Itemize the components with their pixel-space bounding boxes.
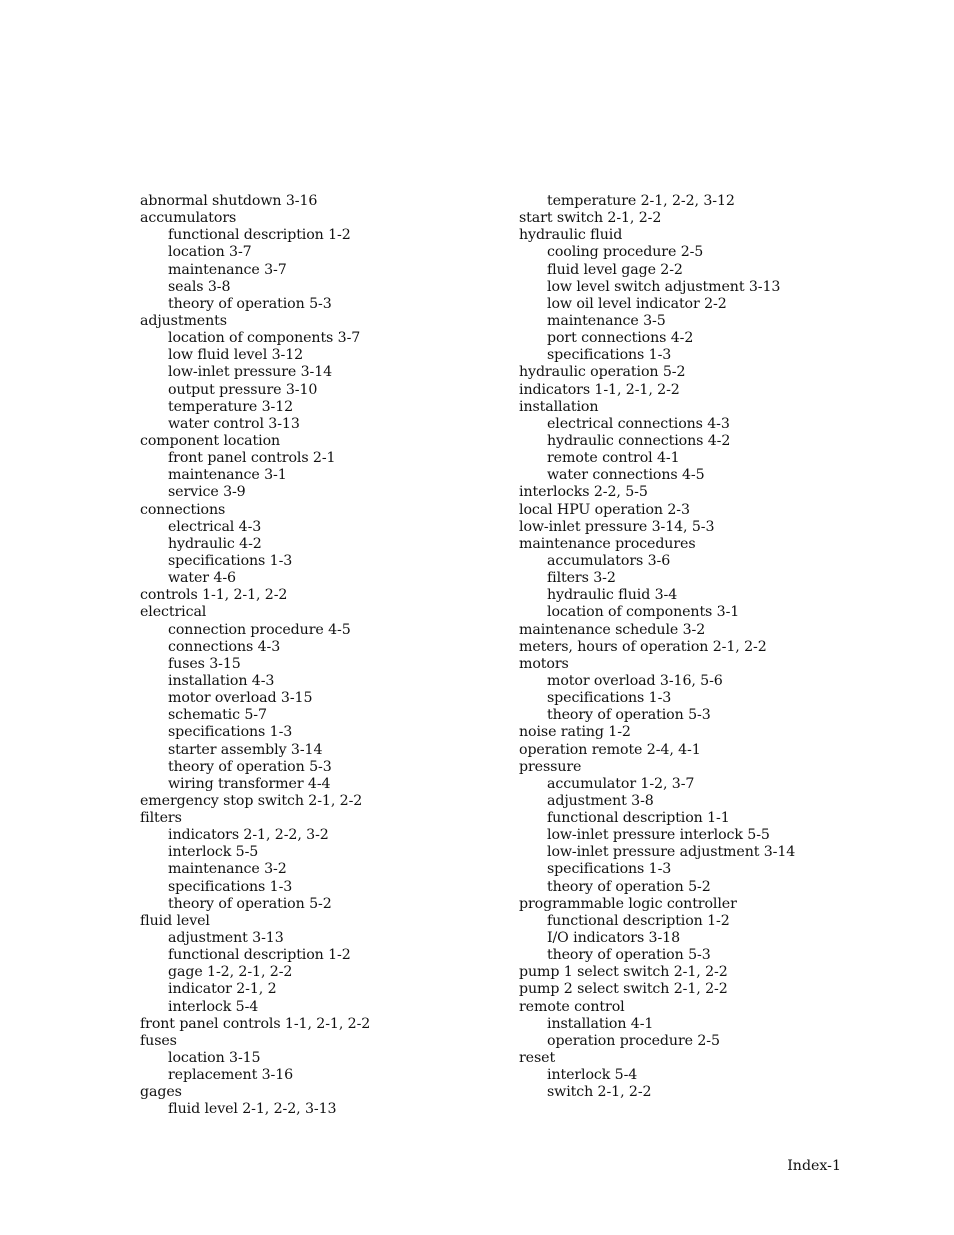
index-entry: pump 2 select switch 2-1, 2-2: [519, 981, 728, 998]
index-entry: maintenance procedures: [519, 535, 696, 552]
index-subentry: water connections 4-5: [547, 467, 705, 484]
index-entry: fuses: [140, 1032, 177, 1049]
index-subentry: seals 3-8: [168, 278, 231, 295]
index-subentry: temperature 2-1, 2-2, 3-12: [547, 193, 735, 209]
index-subentry: switch 2-1, 2-2: [547, 1084, 652, 1101]
index-subentry: service 3-9: [168, 484, 246, 501]
index-subentry: hydraulic fluid 3-4: [547, 587, 678, 604]
index-subentry: accumulators 3-6: [547, 552, 671, 569]
index-subentry: low-inlet pressure interlock 5-5: [547, 827, 770, 844]
index-subentry: location 3-15: [168, 1050, 261, 1067]
index-subentry: theory of operation 5-3: [168, 295, 332, 312]
index-entry: pressure: [519, 758, 582, 775]
index-subentry: starter assembly 3-14: [168, 741, 323, 758]
index-subentry: installation 4-1: [547, 1015, 654, 1032]
index-entry: local HPU operation 2-3: [519, 501, 690, 518]
index-entry: component location: [140, 432, 281, 449]
index-subentry: filters 3-2: [547, 570, 616, 587]
index-entry: operation remote 2-4, 4-1: [519, 741, 701, 758]
index-subentry: specifications 1-3: [168, 552, 293, 569]
index-subentry: gage 1-2, 2-1, 2-2: [168, 964, 293, 981]
index-subentry: water control 3-13: [168, 415, 300, 432]
index-subentry: specifications 1-3: [168, 878, 293, 895]
index-subentry: motor overload 3-15: [168, 690, 313, 707]
index-subentry: accumulator 1-2, 3-7: [547, 775, 695, 792]
index-subentry: low-inlet pressure 3-14: [168, 364, 333, 381]
index-subentry: motor overload 3-16, 5-6: [547, 672, 723, 689]
index-entry: meters, hours of operation 2-1, 2-2: [519, 638, 767, 655]
index-subentry: indicator 2-1, 2: [168, 981, 277, 998]
index-entry: noise rating 1-2: [519, 724, 631, 741]
index-subentry: fuses 3-15: [168, 655, 241, 672]
index-entry: motors: [519, 655, 569, 672]
index-entry: gages: [140, 1084, 182, 1101]
index-subentry: location 3-7: [168, 244, 252, 261]
index-subentry: interlock 5-5: [168, 844, 259, 861]
index-subentry: specifications 1-3: [547, 347, 672, 364]
index-entry: hydraulic fluid: [519, 227, 623, 244]
index-subentry: maintenance 3-1: [168, 467, 287, 484]
index-subentry: location of components 3-7: [168, 330, 361, 347]
index-subentry: theory of operation 5-3: [168, 758, 332, 775]
index-entry: controls 1-1, 2-1, 2-2: [140, 587, 288, 604]
index-entry: programmable logic controller: [519, 895, 737, 912]
index-subentry: hydraulic 4-2: [168, 535, 262, 552]
index-column-left: [140, 193, 500, 1119]
index-entry: fluid level: [140, 912, 210, 929]
page-number: Index-1: [787, 1158, 841, 1174]
index-subentry: electrical connections 4-3: [547, 415, 730, 432]
index-subentry: theory of operation 5-3: [547, 947, 711, 964]
index-subentry: fluid level gage 2-2: [547, 261, 683, 278]
index-subentry: I/O indicators 3-18: [547, 930, 681, 947]
index-subentry: low fluid level 3-12: [168, 347, 304, 364]
index-subentry: interlock 5-4: [168, 998, 259, 1015]
index-entry: maintenance schedule 3-2: [519, 621, 706, 638]
index-subentry: schematic 5-7: [168, 707, 267, 724]
index-subentry: adjustment 3-13: [168, 930, 284, 947]
index-subentry: theory of operation 5-2: [547, 878, 711, 895]
index-entry: filters: [140, 810, 182, 827]
index-subentry: operation procedure 2-5: [547, 1032, 720, 1049]
index-entry: emergency stop switch 2-1, 2-2: [140, 792, 363, 809]
index-subentry: adjustment 3-8: [547, 792, 654, 809]
index-subentry: specifications 1-3: [168, 724, 293, 741]
index-entry: adjustments: [140, 312, 227, 329]
index-subentry: replacement 3-16: [168, 1067, 294, 1084]
index-subentry: theory of operation 5-2: [168, 895, 332, 912]
index-entry: pump 1 select switch 2-1, 2-2: [519, 964, 728, 981]
index-subentry: functional description 1-2: [168, 947, 351, 964]
index-subentry: low level switch adjustment 3-13: [547, 278, 781, 295]
index-subentry: specifications 1-3: [547, 861, 672, 878]
index-entry: front panel controls 1-1, 2-1, 2-2: [140, 1015, 371, 1032]
index-subentry: indicators 2-1, 2-2, 3-2: [168, 827, 329, 844]
index-subentry: front panel controls 2-1: [168, 450, 336, 467]
index-subentry: output pressure 3-10: [168, 381, 318, 398]
index-entry: interlocks 2-2, 5-5: [519, 484, 648, 501]
index-subentry: temperature 3-12: [168, 398, 294, 415]
index-subentry: maintenance 3-5: [547, 312, 666, 329]
index-subentry: low oil level indicator 2-2: [547, 295, 727, 312]
index-subentry: functional description 1-1: [547, 810, 730, 827]
index-subentry: maintenance 3-2: [168, 861, 287, 878]
index-subentry: functional description 1-2: [547, 912, 730, 929]
index-subentry: installation 4-3: [168, 672, 275, 689]
index-entry: hydraulic operation 5-2: [519, 364, 686, 381]
index-subentry: wiring transformer 4-4: [168, 775, 331, 792]
index-subentry: specifications 1-3: [547, 690, 672, 707]
index-column-right: [519, 193, 879, 1101]
index-subentry: hydraulic connections 4-2: [547, 432, 731, 449]
index-entry: installation: [519, 398, 599, 415]
index-subentry: low-inlet pressure adjustment 3-14: [547, 844, 796, 861]
index-entry: remote control: [519, 998, 625, 1015]
index-entry: accumulators: [140, 210, 237, 227]
index-entry: electrical: [140, 604, 207, 621]
index-subentry: functional description 1-2: [168, 227, 351, 244]
index-entry: connections: [140, 501, 226, 518]
index-subentry: cooling procedure 2-5: [547, 244, 704, 261]
index-entry: start switch 2-1, 2-2: [519, 210, 662, 227]
index-subentry: electrical 4-3: [168, 518, 262, 535]
index-subentry: connections 4-3: [168, 638, 281, 655]
index-subentry: water 4-6: [168, 570, 236, 587]
index-subentry: port connections 4-2: [547, 330, 694, 347]
index-subentry: remote control 4-1: [547, 450, 680, 467]
index-subentry: connection procedure 4-5: [168, 621, 351, 638]
index-subentry: location of components 3-1: [547, 604, 740, 621]
index-entry: abnormal shutdown 3-16: [140, 193, 318, 209]
index-subentry: theory of operation 5-3: [547, 707, 711, 724]
index-subentry: interlock 5-4: [547, 1067, 638, 1084]
index-entry: reset: [519, 1050, 556, 1067]
index-subentry: maintenance 3-7: [168, 261, 287, 278]
index-entry: indicators 1-1, 2-1, 2-2: [519, 381, 680, 398]
index-subentry: fluid level 2-1, 2-2, 3-13: [168, 1101, 337, 1118]
index-entry: low-inlet pressure 3-14, 5-3: [519, 518, 715, 535]
